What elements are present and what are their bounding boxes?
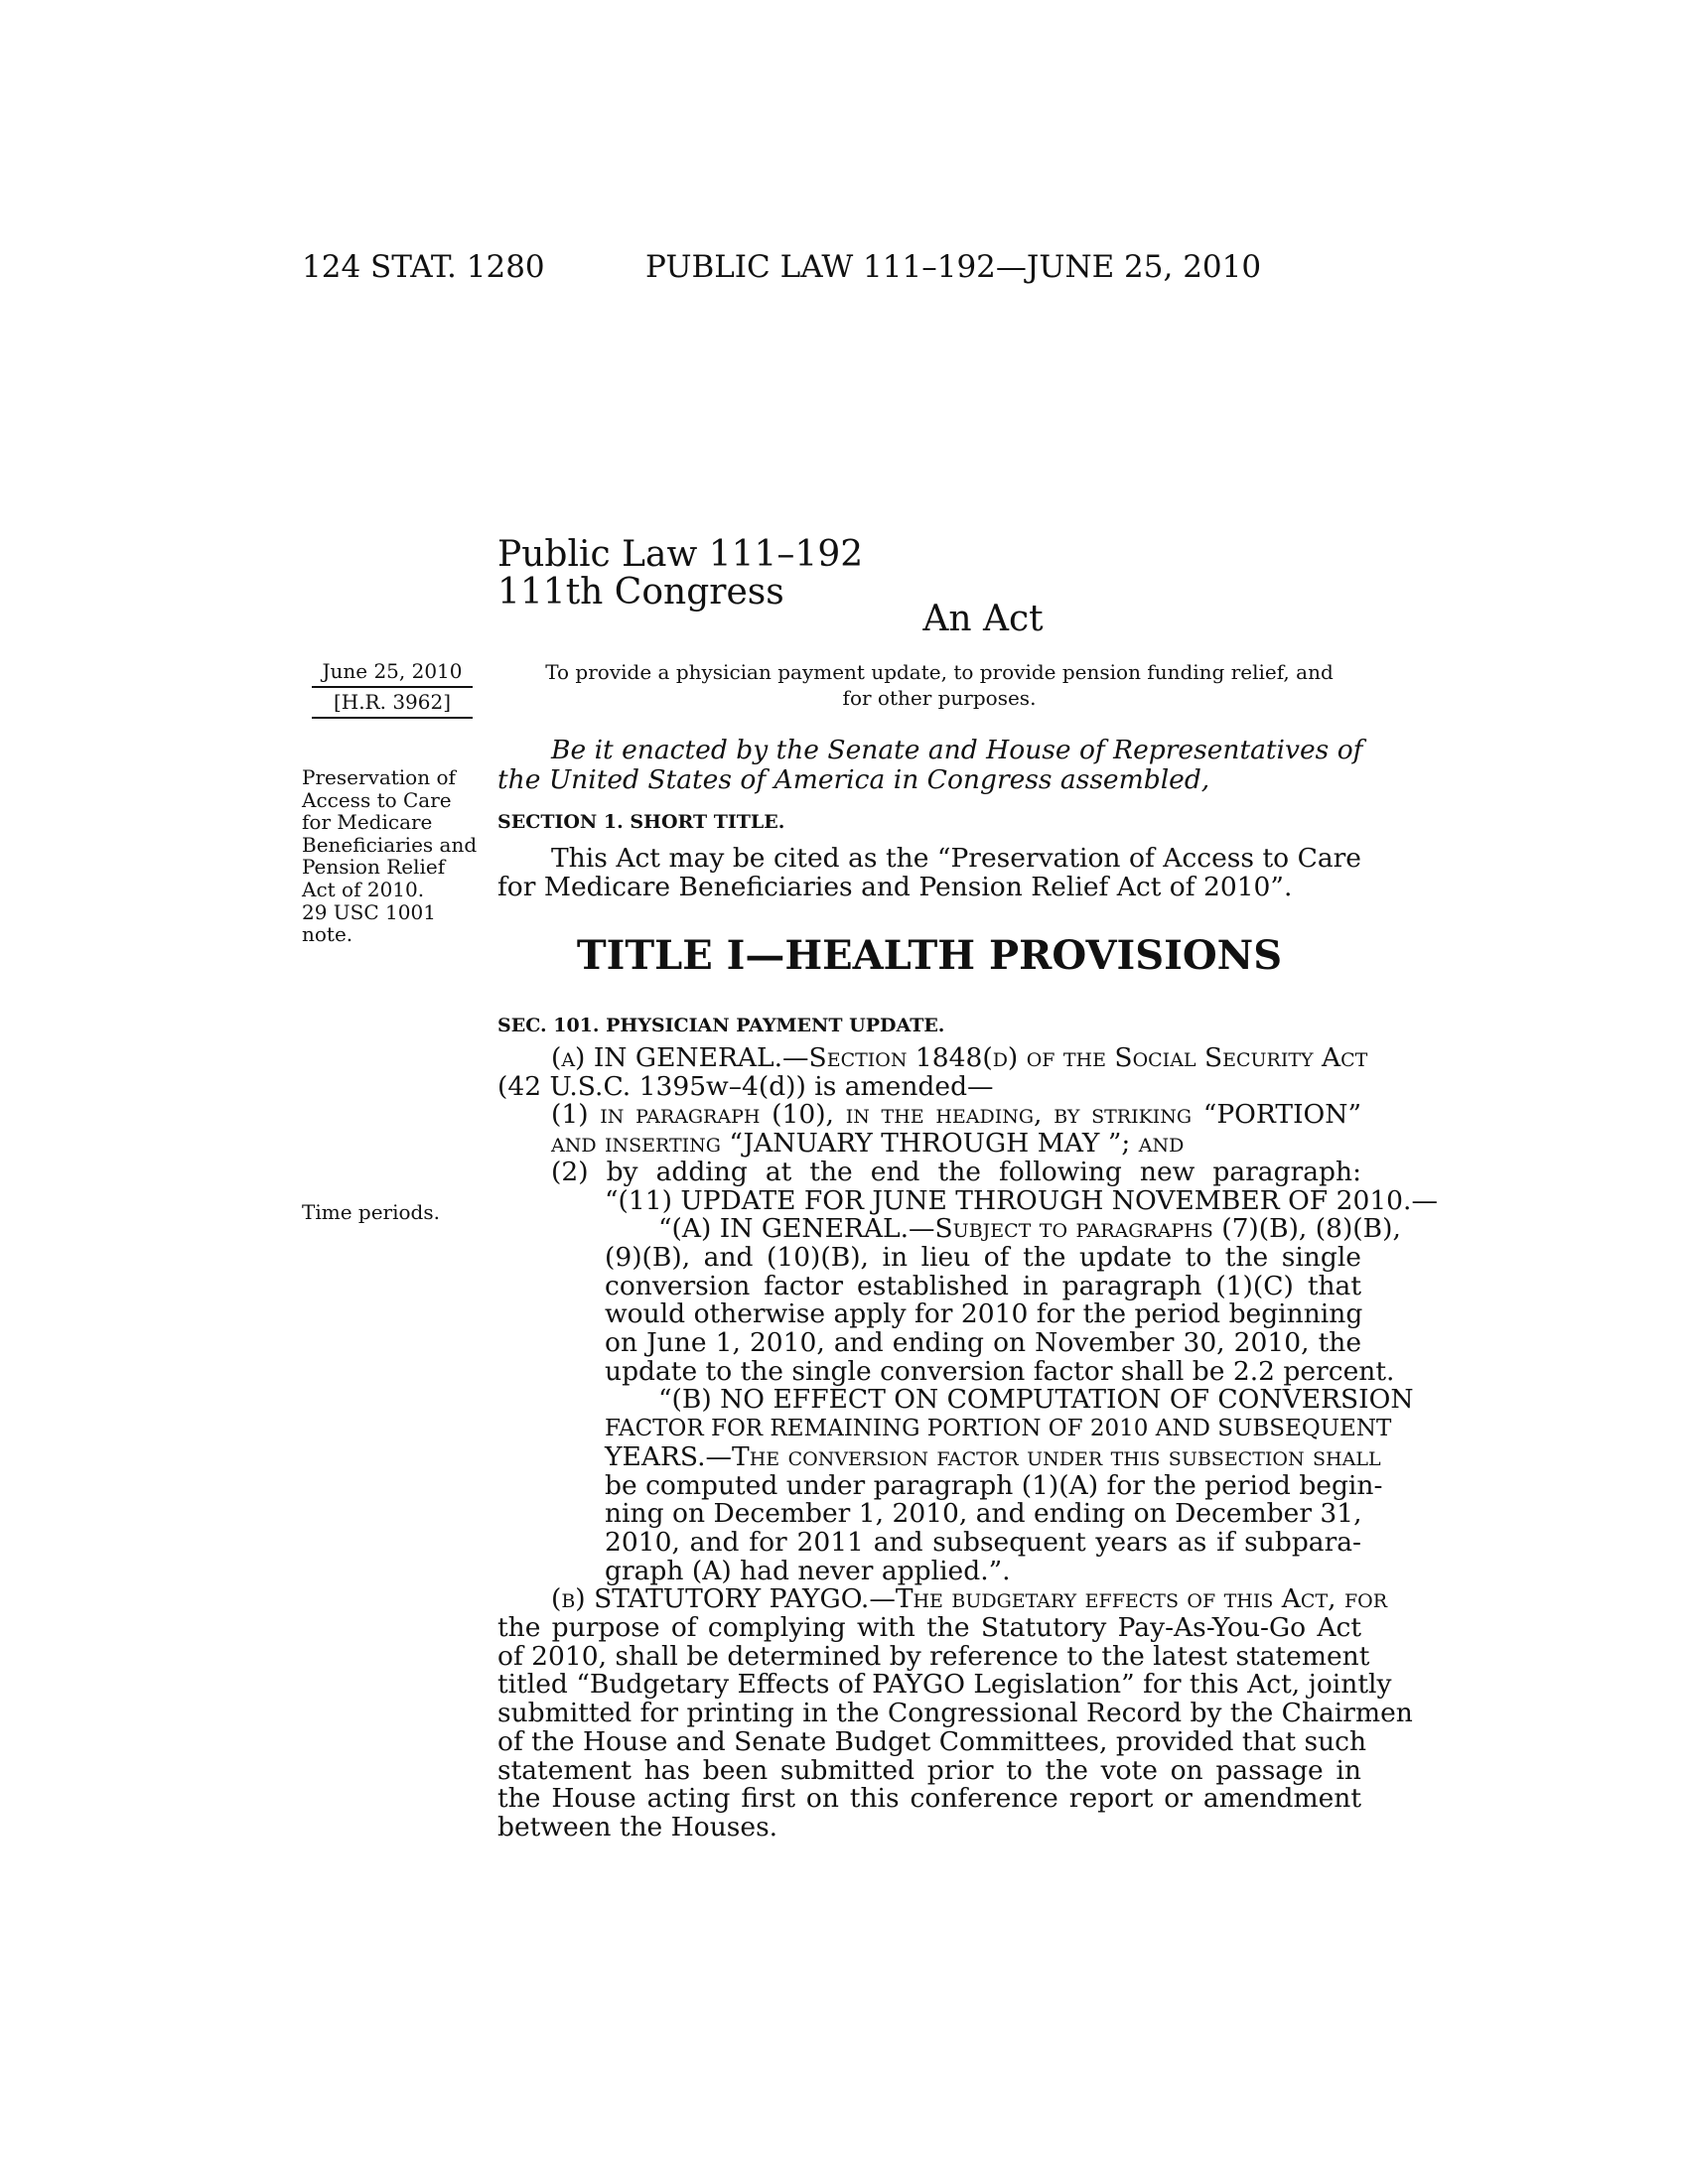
margin-note-line: Access to Care bbox=[302, 787, 452, 812]
subsection-a-line: (42 U.S.C. 1395w–4(d)) is amended— bbox=[497, 1070, 994, 1102]
subparagraph-a-line: conversion factor established in paragraph (1)(C) that bbox=[605, 1270, 1361, 1301]
enacting-line: Be it enacted by the Senate and House of Representatives of bbox=[551, 735, 1363, 765]
margin-note-line: Pension Relief bbox=[302, 855, 446, 880]
section-1-heading: SECTION 1. SHORT TITLE. bbox=[497, 811, 785, 833]
subsection-b-line: of the House and Senate Budget Committees, provided that such bbox=[497, 1725, 1367, 1757]
section-1-line: This Act may be cited as the “Preservation of Access to Care bbox=[551, 843, 1361, 874]
subparagraph-b-line: YEARS.—The conversion factor under this subsection shall bbox=[605, 1440, 1381, 1472]
subsection-b-line: (b) STATUTORY PAYGO.—The budgetary effects of this Act, for bbox=[551, 1583, 1388, 1615]
margin-note-line: note. bbox=[302, 922, 353, 947]
subparagraph-a-line: (9)(B), and (10)(B), in lieu of the update to the single bbox=[605, 1241, 1361, 1273]
subparagraph-b-line: be computed under paragraph (1)(A) for the period begin- bbox=[605, 1469, 1383, 1501]
subparagraph-a-line: “(A) IN GENERAL.—Subject to paragraphs (7)(B), (8)(B), bbox=[658, 1213, 1401, 1245]
section-1-line: for Medicare Beneficiaries and Pension Relief Act of 2010”. bbox=[497, 871, 1293, 902]
margin-date: June 25, 2010 bbox=[322, 659, 463, 683]
paragraph-1-line: (1) in paragraph (10), in the heading, by striking “PORTION” bbox=[551, 1099, 1361, 1131]
subsection-b-line: between the Houses. bbox=[497, 1811, 778, 1843]
subsection-b-line: of 2010, shall be determined by reference to the latest statement bbox=[497, 1640, 1370, 1672]
paragraph-11-heading: “(11) UPDATE FOR JUNE THROUGH NOVEMBER OF 2010.— bbox=[605, 1184, 1438, 1216]
page-stat-number: 124 STAT. 1280 bbox=[302, 249, 545, 285]
subparagraph-b-line: FACTOR FOR REMAINING PORTION OF 2010 AND SUBSEQUENT bbox=[605, 1416, 1392, 1442]
margin-note-line: for Medicare bbox=[302, 810, 433, 835]
margin-note-line: Act of 2010. bbox=[302, 877, 425, 901]
subsection-b-line: the House acting first on this conference report or amendment bbox=[497, 1783, 1361, 1815]
subparagraph-b-line: “(B) NO EFFECT ON COMPUTATION OF CONVERSION bbox=[658, 1384, 1414, 1416]
margin-rule bbox=[312, 717, 473, 719]
subparagraph-a-line: update to the single conversion factor shall be 2.2 percent. bbox=[605, 1355, 1395, 1387]
title-i-heading: TITLE I—HEALTH PROVISIONS bbox=[576, 932, 1283, 979]
public-law-number: Public Law 111–192 bbox=[497, 534, 864, 575]
margin-note-short-title bbox=[302, 766, 500, 946]
running-title: PUBLIC LAW 111–192—JUNE 25, 2010 bbox=[645, 249, 1262, 285]
subsection-b-line: submitted for printing in the Congressional Record by the Chairmen bbox=[497, 1698, 1413, 1729]
subparagraph-b-line: graph (A) had never applied.”. bbox=[605, 1555, 1011, 1586]
sec-101-heading: SEC. 101. PHYSICIAN PAYMENT UPDATE. bbox=[497, 1015, 945, 1036]
subparagraph-a-line: would otherwise apply for 2010 for the period beginning bbox=[605, 1298, 1363, 1330]
paragraph-2-line: (2) by adding at the end the following new paragraph: bbox=[551, 1156, 1361, 1187]
purpose-line: To provide a physician payment update, to provide pension funding relief, and bbox=[545, 660, 1334, 684]
subparagraph-a-line: on June 1, 2010, and ending on November 30, 2010, the bbox=[605, 1327, 1361, 1359]
subsection-b-line: the purpose of complying with the Statutory Pay-As-You-Go Act bbox=[497, 1612, 1361, 1644]
congress: 111th Congress bbox=[497, 572, 784, 613]
subsection-a-line: (a) IN GENERAL.—Section 1848(d) of the Social Security Act bbox=[551, 1042, 1368, 1073]
purpose-clause bbox=[522, 659, 1356, 711]
margin-bill: [H.R. 3962] bbox=[333, 690, 452, 714]
enacting-line: the United States of America in Congress assembled, bbox=[497, 764, 1210, 795]
an-act-heading: An Act bbox=[922, 599, 1044, 639]
section-1-text bbox=[497, 845, 1361, 901]
subsection-b-line: titled “Budgetary Effects of PAYGO Legislation” for this Act, jointly bbox=[497, 1669, 1392, 1701]
margin-date-block bbox=[312, 657, 473, 719]
purpose-line: for other purposes. bbox=[842, 686, 1037, 710]
margin-note-line: 29 USC 1001 bbox=[302, 899, 436, 924]
subsection-b-line: statement has been submitted prior to the vote on passage in bbox=[497, 1754, 1361, 1786]
subparagraph-b-line: ning on December 1, 2010, and ending on December 31, bbox=[605, 1498, 1362, 1530]
margin-note-line: Preservation of bbox=[302, 765, 456, 789]
subparagraph-b-line: 2010, and for 2011 and subsequent years as if subpara- bbox=[605, 1526, 1361, 1558]
margin-note-time-periods: Time periods. bbox=[302, 1200, 440, 1224]
paragraph-1-line: and inserting “JANUARY THROUGH MAY ”; and bbox=[551, 1128, 1185, 1160]
sec-101-body bbox=[497, 1042, 1438, 1843]
margin-note-line: Beneficiaries and bbox=[302, 832, 478, 857]
enacting-clause bbox=[497, 736, 1361, 795]
